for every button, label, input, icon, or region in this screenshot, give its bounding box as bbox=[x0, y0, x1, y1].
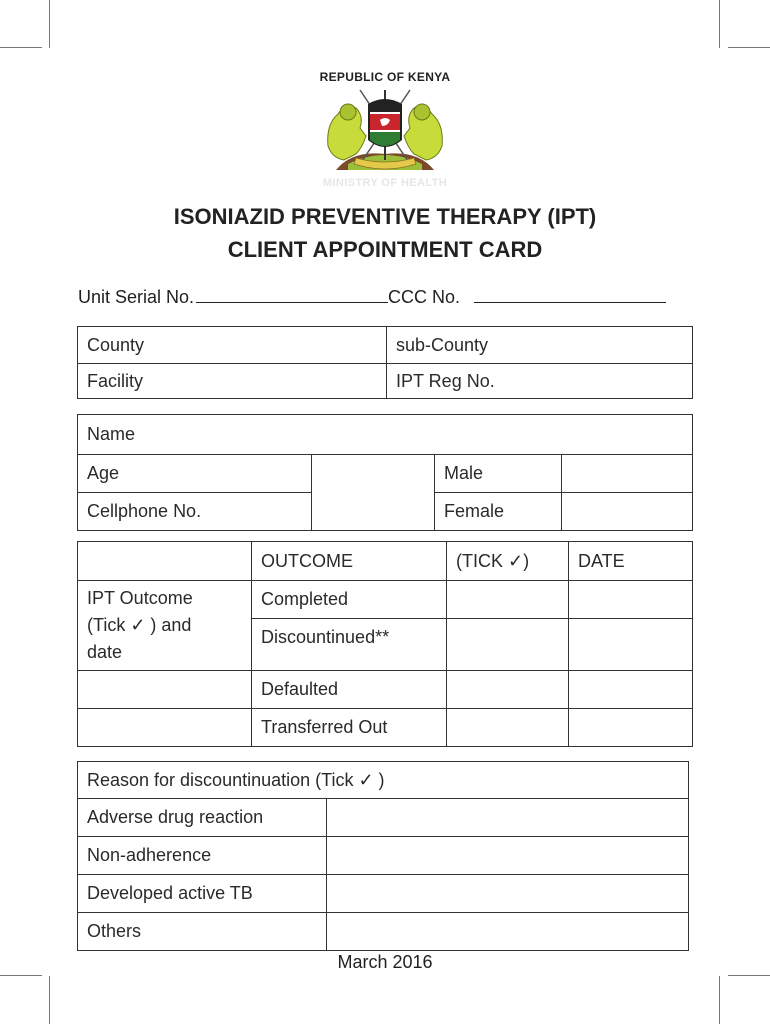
card-title bbox=[0, 200, 770, 266]
discontinued-date-cell[interactable] bbox=[569, 619, 693, 671]
crop-mark bbox=[719, 0, 720, 48]
ipt-outcome-label bbox=[78, 581, 252, 671]
serial-row bbox=[78, 287, 693, 308]
discontinuation-header: Reason for discountinuation (Tick ✓ ) bbox=[78, 762, 689, 799]
non-adherence-tick-cell[interactable] bbox=[327, 837, 689, 875]
location-table bbox=[77, 326, 693, 399]
client-table bbox=[77, 414, 693, 531]
defaulted-label: Defaulted bbox=[252, 671, 447, 709]
others-tick-cell[interactable] bbox=[327, 913, 689, 951]
age-cellphone-value[interactable] bbox=[312, 455, 435, 531]
crop-mark bbox=[728, 47, 770, 48]
transferred-label: Transferred Out bbox=[252, 709, 447, 747]
discontinued-label: Discountinued** bbox=[252, 619, 447, 671]
ipt-outcome-label-line: IPT Outcome bbox=[87, 588, 193, 608]
ipt-outcome-label-line: date bbox=[87, 642, 123, 662]
defaulted-tick-cell[interactable] bbox=[447, 671, 569, 709]
completed-label: Completed bbox=[252, 581, 447, 619]
adverse-label: Adverse drug reaction bbox=[78, 799, 327, 837]
footer-date: March 2016 bbox=[337, 952, 433, 972]
male-label: Male bbox=[435, 455, 562, 493]
active-tb-label: Developed active TB bbox=[78, 875, 327, 913]
completed-date-cell[interactable] bbox=[569, 581, 693, 619]
outcome-corner-cell bbox=[78, 542, 252, 581]
col-date-header: DATE bbox=[569, 542, 693, 581]
adverse-tick-cell[interactable] bbox=[327, 799, 689, 837]
col-tick-header: (TICK ✓) bbox=[447, 542, 569, 581]
ministry-heading: MINISTRY OF HEALTH bbox=[322, 177, 448, 189]
sub-county-field[interactable]: sub-County bbox=[387, 327, 693, 364]
crop-mark bbox=[0, 975, 42, 976]
cellphone-label: Cellphone No. bbox=[78, 493, 312, 531]
age-label: Age bbox=[78, 455, 312, 493]
discontinuation-table bbox=[77, 761, 689, 951]
completed-tick-cell[interactable] bbox=[447, 581, 569, 619]
facility-field[interactable]: Facility bbox=[78, 364, 387, 399]
ipt-outcome-label-line: (Tick ✓ ) and bbox=[87, 615, 192, 635]
discontinued-tick-cell[interactable] bbox=[447, 619, 569, 671]
crop-mark bbox=[49, 976, 50, 1024]
unit-serial-label: Unit Serial No. bbox=[78, 287, 195, 307]
male-tick-cell[interactable] bbox=[562, 455, 693, 493]
crop-mark bbox=[0, 47, 42, 48]
county-field[interactable]: County bbox=[78, 327, 387, 364]
title-line-1: ISONIAZID PREVENTIVE THERAPY (IPT) bbox=[173, 204, 597, 229]
transferred-date-cell[interactable] bbox=[569, 709, 693, 747]
unit-serial-field[interactable] bbox=[196, 302, 388, 303]
female-tick-cell[interactable] bbox=[562, 493, 693, 531]
others-label: Others bbox=[78, 913, 327, 951]
name-field[interactable]: Name bbox=[78, 415, 693, 455]
ccc-label: CCC No. bbox=[388, 287, 461, 307]
transferred-tick-cell[interactable] bbox=[447, 709, 569, 747]
title-line-2: CLIENT APPOINTMENT CARD bbox=[227, 237, 543, 262]
ccc-field[interactable] bbox=[474, 302, 666, 303]
empty-label-cell bbox=[78, 709, 252, 747]
republic-heading: REPUBLIC OF KENYA bbox=[319, 70, 451, 84]
ipt-reg-field[interactable]: IPT Reg No. bbox=[387, 364, 693, 399]
defaulted-date-cell[interactable] bbox=[569, 671, 693, 709]
female-label: Female bbox=[435, 493, 562, 531]
col-outcome-header: OUTCOME bbox=[252, 542, 447, 581]
coat-of-arms-icon bbox=[322, 84, 448, 176]
crop-mark bbox=[49, 0, 50, 48]
non-adherence-label: Non-adherence bbox=[78, 837, 327, 875]
crop-mark bbox=[719, 976, 720, 1024]
crop-mark bbox=[728, 975, 770, 976]
empty-label-cell bbox=[78, 671, 252, 709]
outcome-table bbox=[77, 541, 693, 747]
active-tb-tick-cell[interactable] bbox=[327, 875, 689, 913]
